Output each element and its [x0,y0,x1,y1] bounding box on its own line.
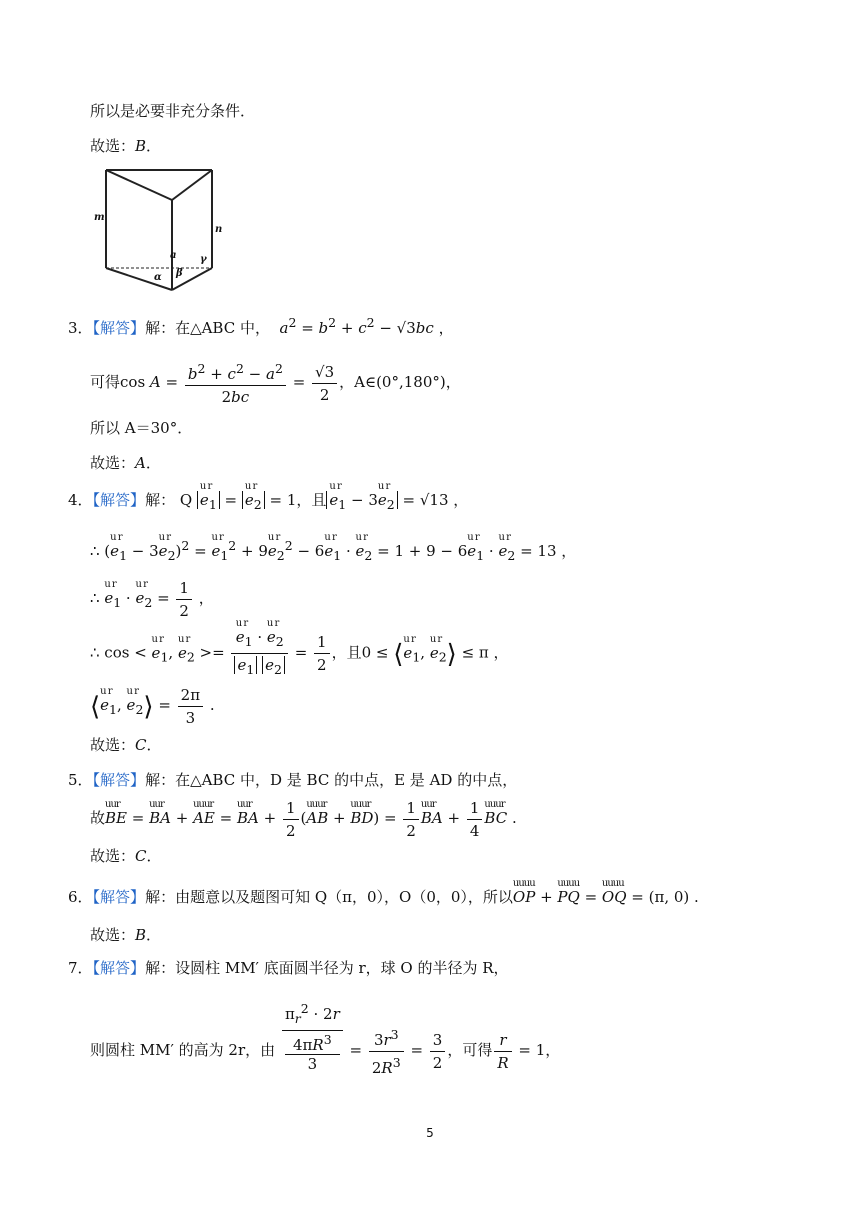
prism-figure [90,164,223,294]
label-alpha: α [154,272,162,283]
q4-line1: 4．【解答】解： Q u r $e_1 = u$ r $e_2 = 1$，且u r $e_1 - 3u$ r $e_2 = √13$ ， [68,490,468,515]
q4-line2: ∴ (u r $e_1 - 3u$ r $e_2)^2 = u$ r $e_1^2 + 9u$ r $e_2^2 - 6u$ r $e_1 \cdot u$ r $e_2 = 1 + 9 - 6u$ r $e_1 \cdot u$ r $e_2 = 13$ ， [90,536,576,566]
q5-line1: 5．【解答】解：在△ABC 中，D 是 BC 的中点，E 是 AD 的中点， [68,771,518,789]
answer-line: 故选：C． [90,847,162,865]
answer-line: 故选：A． [90,454,161,472]
q4-line5: ⟨u r $e_1$, u r $e_2⟩$ = $\frac{2\pi}{3}$ . [90,683,215,732]
q4-line4: ∴ cos < u r $e_1$, u r $e_2$ >= u r $\frac{e_1 \cdot u r e_2}{e_1 e_2}$ = $\frac{1}{2}$ ，且0 ≤ ⟨u r $e_1$, u r $e_2⟩ \le \pi$ ， [90,626,509,681]
label-a: a [170,250,177,261]
q3-line1: 3．【解答】解：在△ABC 中， $a^2 = b^2 + c^2 - √3bc$ ， [68,315,454,337]
q7-line1: 7．【解答】解：设圆柱 MM′ 底面圆半径为 r，球 O 的半径为 R， [68,959,509,977]
label-m: m [94,212,105,223]
label-gamma: γ [200,254,207,265]
q4-line3: ∴ u r $e_1 \cdot u$ r $e_2$ = $\frac{1}{2}$ ， [90,576,214,625]
q3-line3: 所以 A＝30°． [90,419,193,437]
answer-line: 故选：B． [90,926,162,944]
answer-line: 故选：B． [90,137,162,155]
q6-line1: 6．【解答】解：由题意以及题图可知 Q（π，0），O（0，0），所以uuuu OP + uuuu PQ = uuuu OQ = (π, 0) . [68,887,699,907]
page-number: 5 [426,1126,434,1140]
text-line: 所以是必要非充分条件． [90,102,256,120]
label-n: n [215,224,223,235]
q7-line2: 则圆柱 MM′ 的高为 2r，由 $\pi_r^2 \cdot 2r$ $4\pi R^3$ 3 = $\frac{3r^3}{2R^3}$ = $\frac{3}{2}$ ，可得 $\frac{r}{R}$ = 1， [90,998,560,1079]
label-beta: β [176,268,183,279]
q5-line2: 故uur BE = uur BA + uuur AE = uur BA + $\frac{1}{2}$ (uuur AB + uuur BD) = $\frac{1}{2}$ uur BA + $\frac{1}{4}$ uuur BC . [90,796,517,842]
answer-line: 故选：C． [90,736,162,754]
q3-line2: 可得cos A = $\frac{b^2 + c^2 - a^2}{2bc}$ = $\frac{√3}{2}$ ，A∈(0°,180°)， [90,358,461,408]
